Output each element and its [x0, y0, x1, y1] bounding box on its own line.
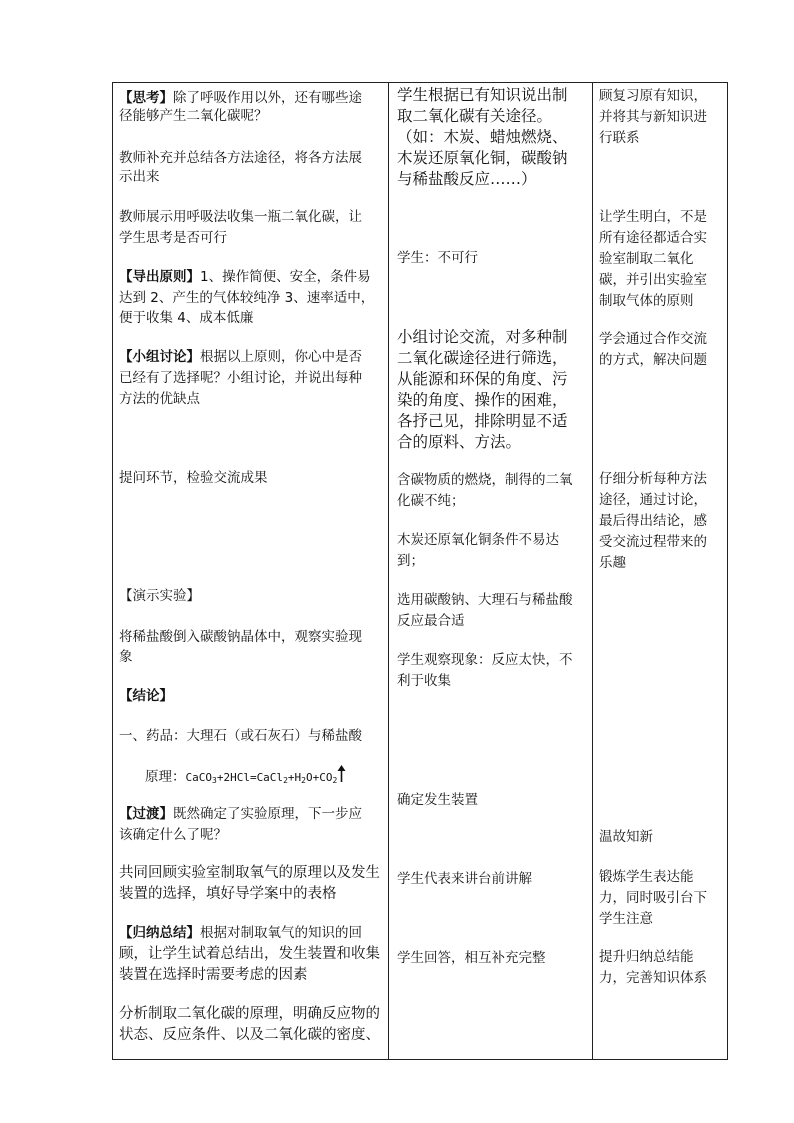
formula-part: +H	[287, 771, 302, 784]
text-line: 装置的选择，填好导学案中的表格	[119, 886, 337, 902]
formula-part: CaCO	[185, 771, 212, 784]
text-line: 各抒己见，排除明显不适	[397, 412, 568, 430]
text-line: 受交流过程带来的	[599, 534, 707, 550]
text-line: 教师展示用呼吸法收集一瓶二氧化碳，让	[119, 209, 362, 225]
text-line: 锻炼学生表达能	[599, 869, 694, 885]
text-line: 根据以上原则，你心中是否	[200, 349, 362, 365]
text-line: 取二氧化碳有关途径。	[397, 107, 553, 125]
gas-up-arrow-icon	[337, 765, 346, 789]
text-line: 顾复习原有知识，	[599, 88, 707, 104]
text-line: 合的原料、方法。	[397, 433, 522, 451]
text-line: 学生根据已有知识说出制	[397, 86, 568, 104]
tag-label: 【结论】	[119, 688, 173, 704]
text-line: 制取气体的原则	[599, 293, 694, 309]
text-line: 木炭还原氧化铜，碳酸钠	[397, 149, 568, 167]
text-line: 力，完善知识体系	[599, 970, 707, 986]
text-line: 学生观察现象：反应太快，不	[397, 652, 573, 668]
text-line: 二氧化碳途径进行筛选，	[397, 349, 568, 367]
text-line: 已经有了选择呢？小组讨论，并说出每种	[119, 370, 362, 386]
think-paragraph	[119, 88, 362, 108]
text-line: 温故知新	[599, 829, 653, 845]
text-line: 学生代表来讲台前讲解	[397, 871, 532, 887]
column-divider	[592, 83, 593, 1059]
text-line: 小组讨论交流，对多种制	[397, 328, 568, 346]
text-line: 从能源和环保的角度、污	[397, 370, 568, 388]
text-line: 利于收集	[397, 673, 451, 689]
text-line: （如：木炭、蜡烛燃烧、	[397, 128, 568, 146]
text-line: 共同回顾实验室制取氧气的原理以及发生	[119, 865, 380, 881]
text-line: 径能够产生二氧化碳呢？	[119, 108, 268, 124]
text-line: 示出来	[119, 169, 160, 185]
text-line: 与稀盐酸反应……）	[397, 170, 537, 188]
text-line: 象	[119, 649, 133, 665]
text-line: 便于收集 4、成本低廉	[119, 310, 254, 326]
text-line: 状态、反应条件、以及二氧化碳的密度、	[119, 1027, 380, 1043]
formula-subscript: 2	[283, 776, 288, 785]
text-line: 提问环节，检验交流成果	[119, 470, 268, 486]
formula-subscript: 3	[212, 776, 217, 785]
transition-paragraph	[119, 804, 362, 824]
text-line: 学生：不可行	[397, 250, 478, 266]
text-line: 顾，让学生试着总结出，发生装置和收集	[119, 946, 380, 962]
text-line: 最后得出结论，感	[599, 513, 707, 529]
tag-label: 【思考】	[119, 90, 173, 106]
text-line: 提升归纳总结能	[599, 949, 694, 965]
text-line: 达到 2、产生的气体较纯净 3、速率适中，	[119, 290, 375, 306]
principle-paragraph	[119, 267, 371, 287]
text-line: 验室制取二氧化	[599, 251, 694, 267]
column-divider	[388, 83, 389, 1059]
text-line: 确定发生装置	[397, 792, 478, 808]
text-line: 木炭还原氧化铜条件不易达	[397, 532, 559, 548]
text-line: 将稀盐酸倒入碳酸钠晶体中，观察实验现	[119, 629, 362, 645]
text-line: 根据对制取氧气的知识的回	[200, 925, 362, 941]
text-line: 让学生明白，不是	[599, 209, 707, 225]
text-line: 并将其与新知识进	[599, 109, 707, 125]
text-line: 乐趣	[599, 555, 626, 571]
text-line: 既然确定了实验原理，下一步应	[173, 806, 362, 822]
formula-part: O+CO	[305, 771, 333, 784]
text-line: 化碳不纯；	[397, 493, 465, 509]
text-line: 到；	[397, 553, 424, 569]
formula-subscript: 2	[301, 776, 306, 785]
tag-label: 【演示实验】	[119, 588, 200, 604]
text-line: 1、操作简便、安全，条件易	[200, 269, 371, 285]
equation-formula	[186, 771, 338, 784]
formula-part: +2HCl=CaCl	[216, 771, 284, 784]
summary-paragraph	[119, 923, 362, 943]
text-line: 途径，通过讨论，	[599, 492, 707, 508]
text-line: 学生注意	[599, 911, 653, 927]
tag-label: 【过渡】	[119, 806, 173, 822]
text-line: 该确定什么了呢？	[119, 827, 227, 843]
tag-label: 【小组讨论】	[119, 349, 200, 365]
tag-label: 【归纳总结】	[119, 925, 200, 941]
formula-subscript: 2	[332, 776, 338, 785]
text-line: 除了呼吸作用以外，还有哪些途	[173, 90, 362, 106]
text-line: 反应最合适	[397, 613, 465, 629]
text-line: 含碳物质的燃烧，制得的二氧	[397, 472, 573, 488]
text-line: 学生回答，相互补充完整	[397, 950, 546, 966]
text-line: 学会通过合作交流	[599, 331, 707, 347]
group-paragraph	[119, 347, 362, 367]
text-line: 分析制取二氧化碳的原理，明确反应物的	[119, 1006, 380, 1022]
tag-label: 【导出原则】	[119, 269, 200, 285]
text-line: 所有途径都适合实	[599, 230, 707, 246]
text-line: 方法的优缺点	[119, 391, 200, 407]
text-line: 教师补充并总结各方法途径，将各方法展	[119, 150, 362, 166]
equation	[145, 765, 346, 791]
text-line: 仔细分析每种方法	[599, 471, 707, 487]
text-line: 学生思考是否可行	[119, 230, 227, 246]
equation-label: 原理：	[145, 769, 186, 785]
text-line: 选用碳酸钠、大理石与稀盐酸	[397, 592, 573, 608]
text-line: 行联系	[599, 130, 640, 146]
text-line: 一、药品：大理石（或石灰石）与稀盐酸	[119, 728, 362, 744]
text-line: 碳，并引出实验室	[599, 272, 707, 288]
text-line: 力，同时吸引台下	[599, 890, 707, 906]
text-line: 装置在选择时需要考虑的因素	[119, 967, 308, 983]
text-line: 的方式，解决问题	[599, 352, 707, 368]
text-line: 染的角度、操作的困难，	[397, 391, 568, 409]
